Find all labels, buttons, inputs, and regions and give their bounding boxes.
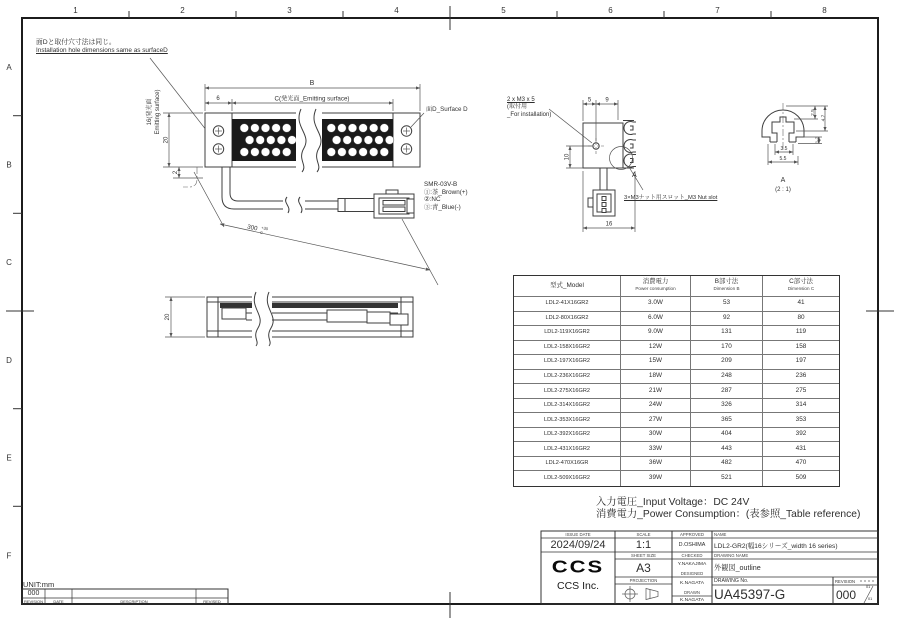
ruler-row-E: E [6, 453, 12, 463]
spec-cell [691, 326, 763, 341]
spec-col-header: B部寸法 Dimension B [691, 276, 763, 297]
spec-cell [621, 312, 691, 327]
approved-label: APPROVED [680, 532, 704, 537]
nut-slots [623, 121, 636, 169]
spec-cell [763, 341, 839, 356]
dim-c-label: C(発光面_Emitting surface) [274, 95, 350, 103]
projection-label: PROJECTION [629, 578, 658, 583]
model-name: LDL2-158X16GR2 [543, 343, 591, 350]
revision-mark-top: 01 [866, 585, 871, 589]
ruler-col-2: 2 [180, 6, 185, 15]
spec-cell [514, 370, 621, 385]
spec-value: 12W [648, 342, 663, 350]
bottom-view [165, 291, 413, 346]
installation-note [36, 39, 168, 55]
spec-cell [621, 341, 691, 356]
spec-cell [763, 471, 839, 486]
spec-cell [514, 399, 621, 414]
scale-label: SCALE [636, 532, 651, 537]
led-lens [338, 124, 347, 133]
spec-value: 6.0W [648, 313, 663, 321]
dim-5p5-label: 5.5 [779, 156, 787, 162]
spec-value: 39W [648, 474, 663, 482]
spec-value: 21W [648, 386, 663, 394]
checked-value: Y.NAKAJIMA [677, 562, 707, 567]
led-lens [332, 136, 341, 145]
dim-10-label: 10 [564, 153, 571, 161]
led-lens [251, 124, 260, 133]
led-lens [348, 148, 357, 157]
spec-cell [621, 428, 691, 443]
led-lens [272, 148, 281, 157]
spec-cell [514, 341, 621, 356]
drawing-name-label: DRAWING NAME [714, 553, 749, 558]
spec-value: 3.0W [648, 299, 663, 307]
led-lens [256, 136, 265, 145]
installation-note-jp: 面Dと取付穴寸法は同じ。 [36, 39, 116, 46]
spec-cell [763, 297, 839, 312]
spec-cell [514, 312, 621, 327]
led-lens [369, 124, 378, 133]
description-col-header: DESCRIPTION [120, 598, 148, 604]
led-lens [359, 124, 368, 133]
electrical-notes [596, 497, 860, 521]
ruler-col-6: 6 [608, 6, 613, 15]
revision-current: 000 [27, 590, 40, 597]
spec-value: 509 [795, 474, 807, 482]
name-label: NAME [714, 532, 727, 537]
spec-value: 365 [721, 415, 732, 423]
detail-a-scale: (2 : 1) [775, 187, 791, 193]
input-voltage-note: 入力電圧_Input Voltage：DC 24V [596, 497, 750, 508]
spec-value: 92 [722, 313, 731, 321]
ccs-logo-icon: CCS [551, 556, 605, 577]
ruler-row-F: F [6, 551, 12, 561]
spec-cell [763, 370, 839, 385]
spec-cell [691, 428, 763, 443]
spec-value: 275 [795, 386, 807, 394]
spec-cell [691, 442, 763, 457]
led-lens [385, 136, 394, 145]
spec-value: 314 [795, 401, 807, 409]
designed-label: DESIGNED [680, 571, 704, 576]
spec-value: 18W [648, 372, 663, 380]
m3-screw-note-line2: (取付用 [507, 104, 527, 111]
spec-value: 53 [722, 299, 731, 307]
spec-cell [763, 442, 839, 457]
spec-cell [763, 413, 839, 428]
led-lens [380, 124, 389, 133]
led-lens [348, 124, 357, 133]
emitting-16-line1: 16(発光面 [147, 98, 153, 126]
spec-cell [691, 297, 763, 312]
power-consumption-note: 消費電力_Power Consumption：(表参照_Table reference) [596, 509, 861, 520]
led-lens [272, 124, 281, 133]
surface-d-label: 面D_Surface D [426, 106, 468, 113]
spec-cell [763, 399, 839, 414]
led-lens [245, 136, 254, 145]
connector-model: SMR-03V-B [424, 181, 458, 188]
dim-2-label: 2 [173, 170, 179, 175]
scale-value: 1:1 [635, 539, 652, 551]
led-lens [327, 124, 336, 133]
spec-value: 287 [721, 386, 732, 394]
side-body [583, 123, 623, 168]
spec-cell [691, 341, 763, 356]
revision-label: REVISION [835, 578, 856, 584]
spec-cell [514, 471, 621, 486]
drawing-no-value: UA45397-G [714, 587, 786, 602]
spec-value: 131 [721, 328, 732, 336]
connector-pin3: ③:青_Blue(-) [424, 203, 461, 211]
spec-cell [763, 457, 839, 472]
ruler-row-B: B [6, 160, 12, 170]
cable-length-tol-upper: +30 [260, 224, 269, 232]
spec-cell [763, 326, 839, 341]
issue-date-label: ISSUE DATE [565, 532, 591, 537]
bottom-dim-20-label: 20 [165, 313, 171, 321]
spec-cell [621, 326, 691, 341]
ruler-col-7: 7 [715, 6, 720, 15]
led-lens [354, 136, 363, 145]
led-lens [288, 136, 297, 145]
spec-value: 521 [721, 474, 732, 482]
connector-pin2: ②:NC [424, 196, 441, 204]
spec-cell [691, 413, 763, 428]
spec-value: 15W [648, 357, 663, 365]
cable [183, 167, 414, 218]
led-lens [364, 136, 373, 145]
spec-cell [691, 312, 763, 327]
led-lens [282, 124, 291, 133]
spec-value: 36W [648, 459, 663, 467]
ruler-col-8: 8 [822, 6, 827, 15]
model-name: LDL2-275X16GR2 [543, 387, 591, 394]
ruler-col-3: 3 [287, 6, 292, 15]
spec-value: 119 [795, 328, 807, 336]
dim-6-label: 6 [216, 96, 220, 102]
spec-cell [514, 297, 621, 312]
ruler-row-C: C [6, 258, 12, 268]
installation-note-en: Installation hole dimensions same as surfaceD [36, 47, 168, 54]
unit-label: UNIT:mm [23, 580, 55, 589]
spec-value: 482 [721, 459, 732, 467]
model-name: LDL2-236X16GR2 [543, 373, 591, 380]
spec-value: 443 [721, 444, 732, 452]
led-lens [282, 148, 291, 157]
drawn-label: DRAWN [683, 590, 701, 595]
model-name: LDL2-41X16GR2 [545, 300, 589, 307]
sheet-size-value: A3 [636, 561, 651, 575]
spec-value: 24W [648, 401, 663, 409]
detail-mark-label: A [632, 172, 637, 179]
designed-by-value: K.NAGATA [679, 580, 704, 586]
model-name: LDL2-392X16GR2 [543, 431, 591, 438]
spec-cell [621, 355, 691, 370]
led-lens [375, 136, 384, 145]
dim-2p5-label: 2.5 [811, 109, 816, 116]
spec-cell [621, 442, 691, 457]
led-lens [359, 148, 368, 157]
spec-value: 248 [721, 372, 732, 380]
ruler-col-5: 5 [501, 6, 506, 15]
m3-screw-note [507, 97, 551, 119]
revised-col-header: REVISED [203, 598, 221, 604]
spec-cell [621, 370, 691, 385]
spec-col-header: C部寸法 Dimension C [763, 276, 839, 297]
ruler-row-A: A [6, 62, 12, 72]
spec-cell [621, 413, 691, 428]
m3-screw-note-line1: 2 x M3 x 5 [507, 97, 535, 103]
spec-value: 326 [721, 401, 732, 409]
ruler-row-D: D [6, 355, 12, 365]
dim-4p7-label: 4.7 [821, 114, 827, 122]
spec-cell [621, 297, 691, 312]
spec-cell [691, 355, 763, 370]
company-name: CCS Inc. [556, 580, 599, 592]
led-lens [343, 136, 352, 145]
spec-cell [621, 457, 691, 472]
spec-cell [763, 428, 839, 443]
nut-slot-note: 3×M3ナット用スロット_M3 Nut slot [624, 195, 718, 201]
spec-value: 470 [795, 459, 807, 467]
model-name: LDL2-197X16GR2 [543, 358, 591, 365]
side-connector [588, 190, 615, 216]
spec-cell [691, 370, 763, 385]
emitting-16-line2: Emitting surface) [155, 89, 161, 135]
spec-cell [621, 399, 691, 414]
spec-cell [514, 428, 621, 443]
revision-value: 000 [836, 587, 857, 602]
led-lens [338, 148, 347, 157]
led-lens [327, 148, 336, 157]
dim-3p5-label: 3.5 [780, 146, 788, 152]
model-name: LDL2-353X16GR2 [543, 416, 591, 423]
spec-value: 80 [797, 313, 805, 321]
issue-date-value: 2024/09/24 [550, 539, 606, 551]
led-lens [261, 148, 270, 157]
spec-cell [763, 355, 839, 370]
drawing-name-value: 外観図_outline [714, 563, 761, 572]
spec-col-header: 消費電力 Power consumption [621, 276, 691, 297]
ruler-col-4: 4 [394, 6, 399, 15]
led-lens [261, 124, 270, 133]
spec-cell [691, 457, 763, 472]
spec-cell [621, 384, 691, 399]
spec-value: 392 [795, 430, 807, 438]
date-col-header: DATE [53, 598, 64, 604]
spec-cell [514, 413, 621, 428]
spec-cell [691, 384, 763, 399]
led-lens [240, 148, 249, 157]
connector-pin1: ①:茶_Brown(+) [424, 188, 468, 196]
led-lens [267, 136, 276, 145]
led-lens [277, 136, 286, 145]
dim-1p2-label: 1.2 [815, 136, 821, 144]
connector-pinout [424, 181, 468, 211]
checked-label: CHECKED [681, 553, 703, 558]
side-view [549, 98, 643, 233]
approved-value: D.OSHIMA [678, 542, 706, 548]
spec-value: 30W [648, 430, 663, 438]
spec-cell [514, 355, 621, 370]
spec-value: 9.0W [648, 328, 663, 336]
spec-col-header: 型式_Model [514, 276, 621, 297]
dim-5-label: 5 [587, 97, 592, 104]
spec-cell [763, 384, 839, 399]
led-lens [380, 148, 389, 157]
spec-value: 33W [648, 444, 663, 452]
strip-edge [220, 303, 398, 308]
sheet-size-label: SHEET SIZE [631, 553, 656, 558]
model-name: LDL2-119X16GR2 [544, 329, 590, 336]
detail-a-title: A [780, 177, 786, 184]
m3-screw-note-line3: _For installation) [507, 111, 552, 118]
led-lens [240, 124, 249, 133]
drawn-by-value: K.NAGATA [679, 597, 704, 603]
spec-cell [514, 457, 621, 472]
led-lens [369, 148, 378, 157]
model-name: LDL2-80X16GR2 [545, 314, 589, 321]
company-logo [541, 554, 615, 592]
revision-col-header: REVISION [23, 598, 44, 604]
spec-cell [514, 384, 621, 399]
spec-cell [514, 326, 621, 341]
name-value: LDL2-GR2(幅16シリーズ_width 16 series) [714, 543, 838, 550]
projection-symbol-icon [622, 586, 658, 602]
spec-cell [691, 471, 763, 486]
spec-cell [763, 312, 839, 327]
model-name: LDL2-509X16GR2 [543, 475, 591, 482]
revision-mark-bottom: 01 [868, 597, 873, 601]
dim-16-label: 16 [605, 221, 613, 228]
model-name: LDL2-470X16GR [545, 460, 589, 467]
dim-20-label: 20 [163, 136, 170, 144]
spec-value: 209 [721, 357, 732, 365]
led-lens [251, 148, 260, 157]
drawing-no-label: DRAWING No. [714, 578, 749, 584]
spec-cell [621, 471, 691, 486]
spec-value: 431 [795, 444, 807, 452]
dim-9-label: 9 [605, 97, 609, 104]
connector [374, 190, 414, 218]
spec-value: 41 [797, 299, 805, 307]
model-name: LDL2-431X16GR2 [543, 445, 591, 452]
spec-value: 197 [795, 357, 807, 365]
ruler-col-1: 1 [73, 6, 78, 15]
spec-value: 353 [795, 415, 807, 423]
dim-b-label: B [309, 80, 315, 87]
model-name: LDL2-314X16GR2 [543, 402, 591, 409]
spec-value: 236 [795, 372, 807, 380]
detail-a-view [762, 103, 828, 193]
cable-length-label: 300 [246, 223, 259, 233]
model-spec-table [513, 275, 840, 487]
spec-cell [691, 399, 763, 414]
cable-length-tol-lower: 0 [259, 229, 264, 236]
front-view [145, 80, 468, 285]
spec-value: 27W [648, 415, 663, 423]
spec-value: 170 [721, 342, 732, 350]
spec-value: 404 [721, 430, 732, 438]
spec-value: 158 [795, 342, 807, 350]
spec-cell [514, 442, 621, 457]
